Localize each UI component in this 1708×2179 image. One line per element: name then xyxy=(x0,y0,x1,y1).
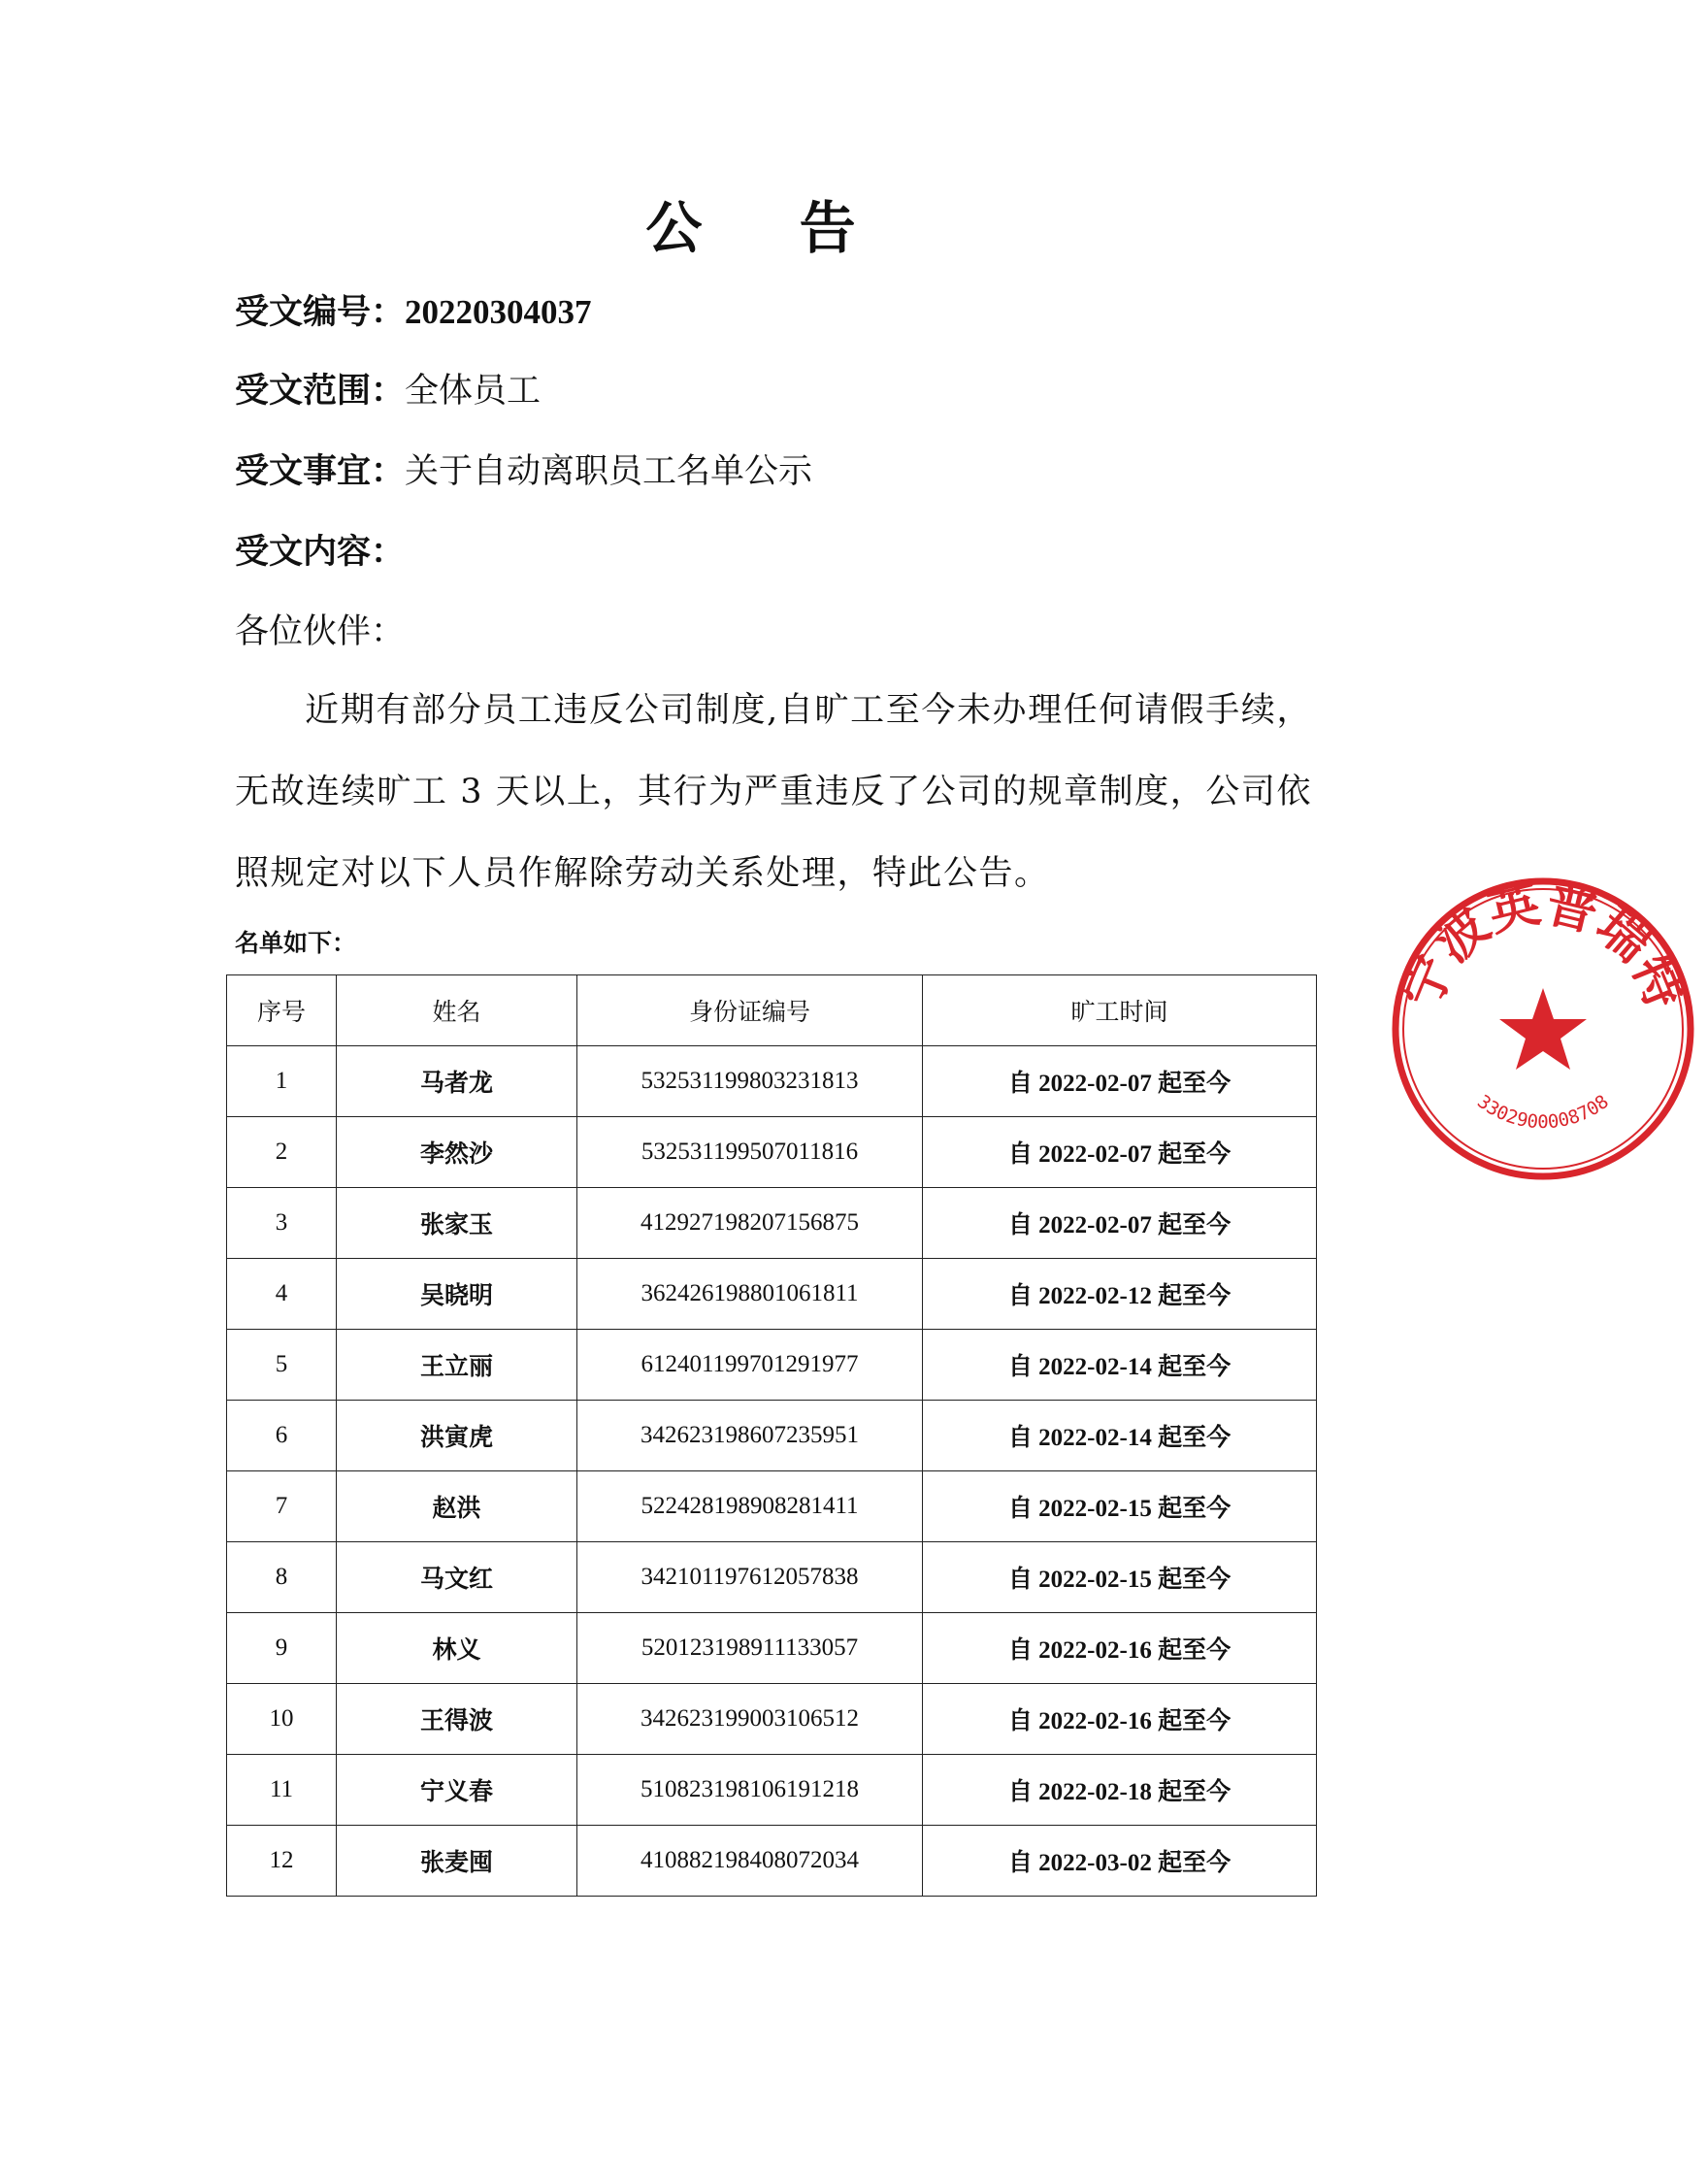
row-period: 自 2022-02-07 起至今 xyxy=(923,1117,1317,1188)
subject-label: 受文事宜： xyxy=(235,451,406,491)
subject-value: 关于自动离职员工名单公示 xyxy=(405,452,813,491)
row-id: 612401199701291977 xyxy=(577,1330,923,1401)
row-name: 王得波 xyxy=(337,1684,577,1755)
seal-company-path: 宁波英普瑞特 xyxy=(1392,875,1694,1017)
row-no: 10 xyxy=(227,1684,337,1755)
row-no: 2 xyxy=(227,1117,337,1188)
doc-number-value: 20220304037 xyxy=(405,293,592,331)
row-period: 自 2022-02-15 起至今 xyxy=(923,1471,1317,1542)
row-name: 张麦囤 xyxy=(337,1826,577,1897)
table-row xyxy=(227,1188,1317,1259)
row-id: 510823198106191218 xyxy=(577,1755,923,1826)
header-period: 旷工时间 xyxy=(923,975,1317,1046)
header-id: 身份证编号 xyxy=(577,975,923,1046)
table-row xyxy=(227,1259,1317,1330)
seal-code-path: 3302900008708 xyxy=(1473,1090,1613,1134)
seal-star-icon xyxy=(1499,988,1587,1070)
row-period: 自 2022-02-12 起至今 xyxy=(923,1259,1317,1330)
row-period: 自 2022-02-15 起至今 xyxy=(923,1542,1317,1613)
row-name: 马文红 xyxy=(337,1542,577,1613)
row-id: 362426198801061811 xyxy=(577,1259,923,1330)
scope-line xyxy=(235,368,541,414)
row-no: 6 xyxy=(227,1401,337,1471)
subject-line xyxy=(235,448,812,495)
row-id: 532531199803231813 xyxy=(577,1046,923,1117)
row-id: 412927198207156875 xyxy=(577,1188,923,1259)
header-name: 姓名 xyxy=(337,975,577,1046)
row-period: 自 2022-02-14 起至今 xyxy=(923,1330,1317,1401)
row-no: 7 xyxy=(227,1471,337,1542)
row-no: 8 xyxy=(227,1542,337,1613)
table-row xyxy=(227,1117,1317,1188)
table-row xyxy=(227,1471,1317,1542)
row-id: 342101197612057838 xyxy=(577,1542,923,1613)
content-label: 受文内容： xyxy=(235,532,406,572)
table-row xyxy=(227,1046,1317,1117)
row-id: 520123198911133057 xyxy=(577,1613,923,1684)
row-period: 自 2022-02-18 起至今 xyxy=(923,1755,1317,1826)
row-no: 11 xyxy=(227,1755,337,1826)
row-name: 张家玉 xyxy=(337,1188,577,1259)
table-row xyxy=(227,1542,1317,1613)
table-row xyxy=(227,1330,1317,1401)
row-name: 王立丽 xyxy=(337,1330,577,1401)
row-no: 9 xyxy=(227,1613,337,1684)
header-no: 序号 xyxy=(227,975,337,1046)
greeting: 各位伙伴： xyxy=(235,612,406,651)
row-id: 522428198908281411 xyxy=(577,1471,923,1542)
content-line xyxy=(235,529,405,576)
row-id: 410882198408072034 xyxy=(577,1826,923,1897)
row-name: 洪寅虎 xyxy=(337,1401,577,1471)
seal-code-text xyxy=(1473,1091,1613,1133)
row-name: 宁义春 xyxy=(337,1755,577,1826)
page-title: 公 告 xyxy=(645,195,895,261)
row-no: 5 xyxy=(227,1330,337,1401)
row-period: 自 2022-02-16 起至今 xyxy=(923,1684,1317,1755)
table-row xyxy=(227,1755,1317,1826)
doc-number-line xyxy=(235,289,592,336)
row-id: 342623199003106512 xyxy=(577,1684,923,1755)
row-id: 342623198607235951 xyxy=(577,1401,923,1471)
dismissal-table xyxy=(226,974,1317,1897)
row-no: 1 xyxy=(227,1046,337,1117)
table-row xyxy=(227,1613,1317,1684)
row-name: 李然沙 xyxy=(337,1117,577,1188)
row-period: 自 2022-02-07 起至今 xyxy=(923,1046,1317,1117)
row-period: 自 2022-02-07 起至今 xyxy=(923,1188,1317,1259)
row-name: 林义 xyxy=(337,1613,577,1684)
row-id: 532531199507011816 xyxy=(577,1117,923,1188)
list-heading: 名单如下： xyxy=(235,929,357,957)
scope-value: 全体员工 xyxy=(405,372,542,411)
row-name: 吴晓明 xyxy=(337,1259,577,1330)
row-period: 自 2022-02-14 起至今 xyxy=(923,1401,1317,1471)
row-name: 马者龙 xyxy=(337,1046,577,1117)
doc-number-label: 受文编号： xyxy=(235,292,406,332)
row-period: 自 2022-03-02 起至今 xyxy=(923,1826,1317,1897)
table-row xyxy=(227,1826,1317,1897)
company-seal xyxy=(1378,864,1708,1194)
body-paragraph xyxy=(235,670,1312,914)
row-name: 赵洪 xyxy=(337,1471,577,1542)
row-no: 12 xyxy=(227,1826,337,1897)
scope-label: 受文范围： xyxy=(235,371,406,411)
table-row xyxy=(227,1401,1317,1471)
body-text: 近期有部分员工违反公司制度,自旷工至今未办理任何请假手续，无故连续旷工 3 天以上，其行为严重违反了公司的规章制度，公司依照规定对以下人员作解除劳动关系处理，特此公告。 xyxy=(235,691,1312,893)
row-no: 4 xyxy=(227,1259,337,1330)
row-no: 3 xyxy=(227,1188,337,1259)
table-header-row xyxy=(227,975,1317,1046)
table-row xyxy=(227,1684,1317,1755)
row-period: 自 2022-02-16 起至今 xyxy=(923,1613,1317,1684)
